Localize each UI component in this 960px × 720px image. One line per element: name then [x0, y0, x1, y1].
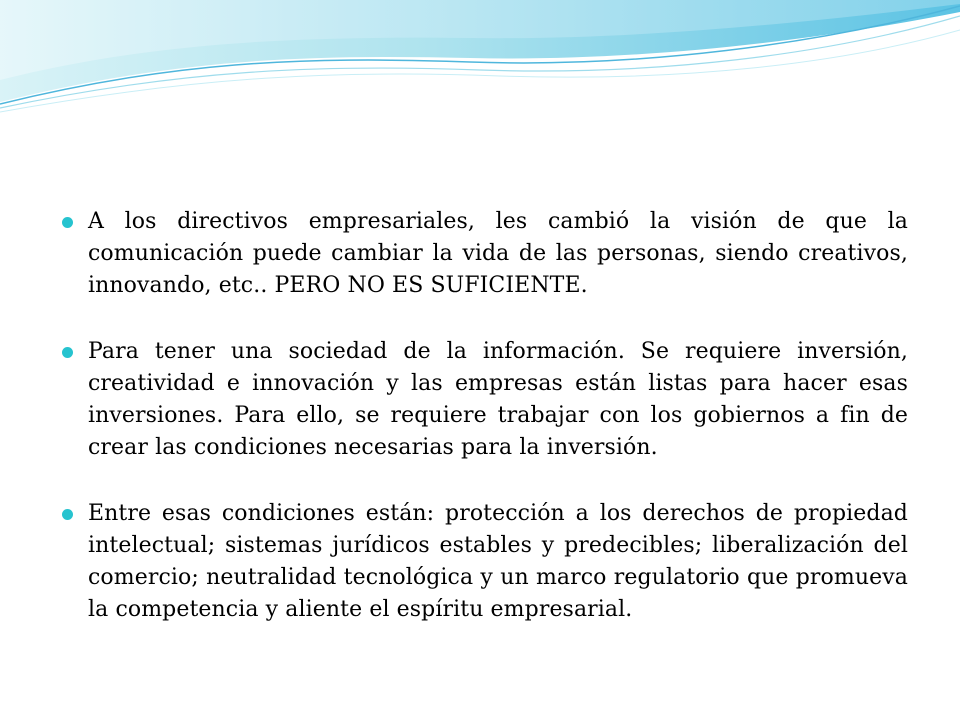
bullet-dot-icon: [62, 217, 73, 228]
bullet-item: [62, 206, 908, 302]
bullet-item: [62, 498, 908, 626]
bullet-text: Entre esas condiciones están: protección a los derechos de propiedad intelectual; sistemas jurídicos estables y predecibles; liberalización del comercio; neutralidad tecnológica y un marco regulatorio que promueva la competencia y aliente el espíritu empresarial.: [88, 501, 908, 622]
bullet-text: A los directivos empresariales, les cambió la visión de que la comunicación puede cambiar la vida de las personas, siendo creativos, innovando, etc.. PERO NO ES SUFICIENTE.: [88, 209, 908, 298]
slide-content: [62, 206, 908, 660]
bullet-item: [62, 336, 908, 464]
bullet-text: Para tener una sociedad de la información. Se requiere inversión, creatividad e innovación y las empresas están listas para hacer esas inversiones. Para ello, se requiere trabajar con los gobiernos a fin de crear las condiciones necesarias para la inversión.: [88, 339, 908, 460]
bullet-dot-icon: [62, 509, 73, 520]
bullet-dot-icon: [62, 347, 73, 358]
header-wave-decoration: [0, 0, 960, 120]
